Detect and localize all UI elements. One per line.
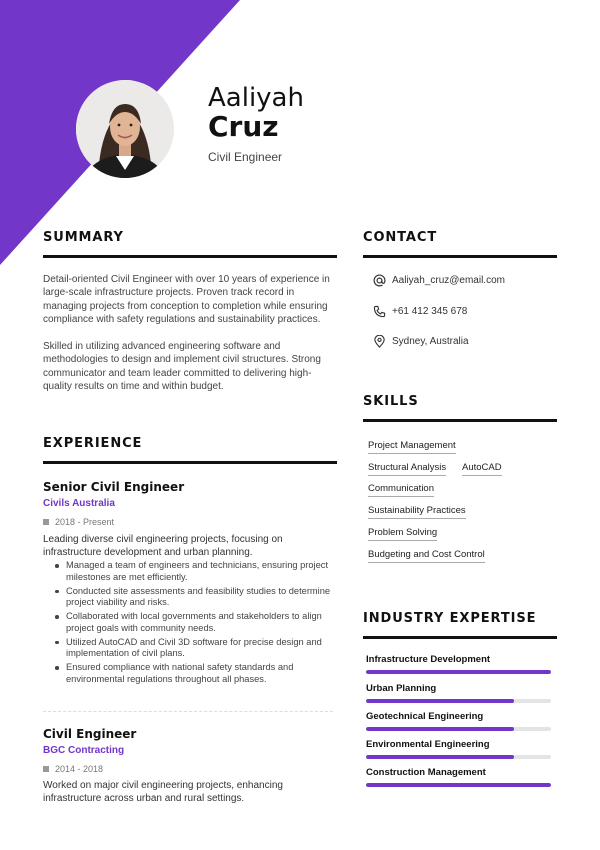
expertise-rule	[363, 636, 557, 639]
skill-tag: Structural Analysis	[368, 462, 446, 476]
expertise-bar	[366, 783, 551, 787]
contact-location-text: Sydney, Australia	[392, 335, 469, 347]
expertise-bar-fill	[366, 727, 514, 731]
job-description: Worked on major civil engineering projects, enhancing infrastructure across urban and rural settings.	[43, 780, 283, 804]
contact-heading: CONTACT	[363, 230, 438, 245]
job-role: Civil Engineer	[43, 727, 137, 741]
contact-phone[interactable]	[372, 304, 467, 318]
expertise-label: Construction Management	[366, 767, 486, 778]
job-bullet: Utilized AutoCAD and Civil 3D software for precise design and implementation of civil plans.	[55, 637, 340, 660]
job-dates-text: 2018 - Present	[55, 517, 115, 527]
summary-paragraph-2: Skilled in utilizing advanced engineering software and methodologies to design and implement civil structures. Strong communicator and team leader committed to delivering high-quality results on time and within budget.	[43, 341, 321, 393]
expertise-label: Geotechnical Engineering	[366, 711, 484, 722]
summary-paragraph-1: Detail-oriented Civil Engineer with over 10 years of experience in large-scale infrastructure projects. Proven track record in managing projects from conception to completion while ensuring compliance with safety regulations and sustainability practices.	[43, 274, 330, 326]
job-divider	[43, 711, 333, 712]
job-bullet: Ensured compliance with national safety standards and environmental regulations throughout all phases.	[55, 662, 340, 685]
summary-rule	[43, 255, 337, 258]
skills-heading: SKILLS	[363, 394, 419, 409]
job-role: Senior Civil Engineer	[43, 480, 185, 494]
expertise-bar	[366, 727, 551, 731]
experience-rule	[43, 461, 337, 464]
skill-tag: Problem Solving	[368, 527, 437, 541]
skill-tag: Communication	[368, 483, 434, 497]
job-bullet: Conducted site assessments and feasibility studies to determine project viability and risks.	[55, 586, 340, 609]
contact-rule	[363, 255, 557, 258]
contact-phone-text: +61 412 345 678	[392, 305, 468, 317]
expertise-bar-fill	[366, 670, 551, 674]
expertise-label: Infrastructure Development	[366, 654, 491, 665]
expertise-label: Environmental Engineering	[366, 739, 490, 750]
job-dates	[43, 517, 114, 527]
contact-email[interactable]	[372, 273, 505, 287]
job-company: BGC Contracting	[43, 745, 125, 756]
summary-heading: SUMMARY	[43, 230, 124, 245]
profile-photo	[76, 80, 174, 178]
job-title: Civil Engineer	[208, 150, 283, 164]
phone-icon	[372, 304, 386, 318]
expertise-bar-fill	[366, 783, 551, 787]
contact-email-text: Aaliyah_cruz@email.com	[392, 274, 505, 286]
expertise-bar-fill	[366, 755, 514, 759]
first-name: Aaliyah	[208, 83, 304, 113]
expertise-bar	[366, 755, 551, 759]
experience-heading: EXPERIENCE	[43, 436, 143, 451]
job-bullet: Collaborated with local governments and stakeholders to align project goals with community needs.	[55, 611, 340, 634]
job-description: Leading diverse civil engineering projects, focusing on infrastructure development and urban planning.	[43, 534, 283, 558]
last-name: Cruz	[208, 110, 279, 143]
skill-tag: Project Management	[368, 440, 456, 454]
calendar-icon	[43, 766, 49, 772]
expertise-bar	[366, 699, 551, 703]
expertise-bar	[366, 670, 551, 674]
job-company: Civils Australia	[43, 498, 115, 509]
expertise-heading: INDUSTRY EXPERTISE	[363, 611, 537, 626]
job-dates-text: 2014 - 2018	[55, 764, 104, 774]
skill-tag: Budgeting and Cost Control	[368, 549, 485, 563]
calendar-icon	[43, 519, 49, 525]
skill-tag: AutoCAD	[462, 462, 502, 476]
expertise-label: Urban Planning	[366, 683, 437, 694]
skills-rule	[363, 419, 557, 422]
at-icon	[372, 273, 386, 287]
job-dates	[43, 764, 103, 774]
contact-location	[372, 334, 469, 348]
location-pin-icon	[372, 334, 386, 348]
job-bullet: Managed a team of engineers and technicians, ensuring project milestones are met efficiently.	[55, 560, 340, 583]
job-bullets	[55, 560, 340, 688]
skill-tag: Sustainability Practices	[368, 505, 466, 519]
expertise-bar-fill	[366, 699, 514, 703]
